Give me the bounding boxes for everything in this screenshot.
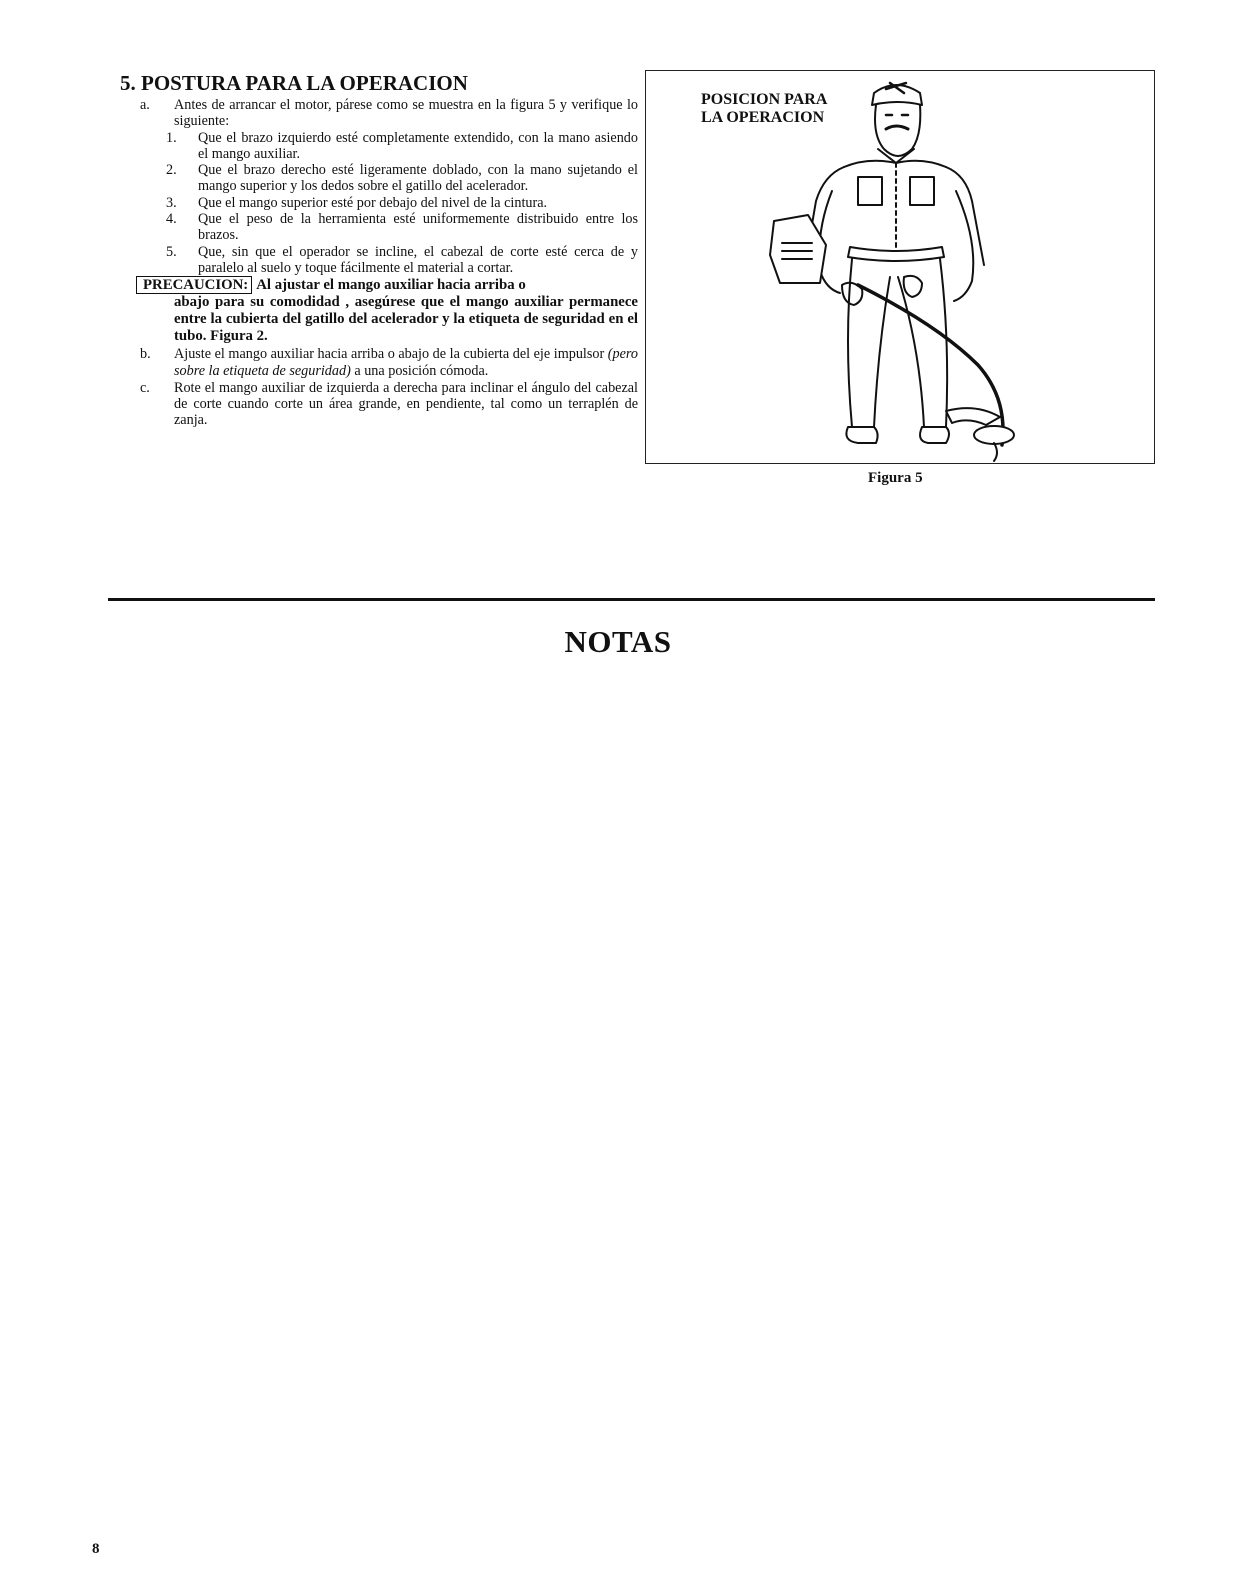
figure-5-box <box>645 70 1155 464</box>
section-title: 5. POSTURA PARA LA OPERACION <box>120 71 468 95</box>
paragraph-c <box>120 380 638 429</box>
cutting-line <box>994 443 997 461</box>
right-hand <box>904 276 922 297</box>
paragraph-b-text-after: a una posición cómoda. <box>350 362 489 379</box>
checklist-item-2 <box>166 162 638 195</box>
paragraph-a <box>120 97 638 130</box>
paragraph-b-text-italic: (pero sobre la etiqueta de seguridad) <box>174 346 638 379</box>
checklist-item-number: 4. <box>166 211 177 228</box>
cutting-head <box>974 426 1014 444</box>
figure-label-line1: POSICION PARA <box>701 91 828 108</box>
paragraph-b-text <box>174 346 638 379</box>
section-divider <box>108 598 1155 601</box>
caution-text-first: Al ajustar el mango auxiliar hacia arriba o <box>256 277 526 294</box>
operator-illustration <box>646 71 1153 462</box>
paragraph-a-marker: a. <box>140 97 150 113</box>
mustache-shape <box>886 126 908 129</box>
paragraph-b-text-before: Ajuste el mango auxiliar hacia arriba o abajo de la cubierta del eje impulsor <box>174 346 608 363</box>
checklist-item-1 <box>166 129 638 163</box>
right-shoe <box>920 427 949 443</box>
paragraph-c-marker: c. <box>140 379 150 396</box>
page-number: 8 <box>92 1541 100 1557</box>
checklist-item-text: Que, sin que el operador se incline, el cabezal de corte esté cerca de y paralelo al suelo y toque fácilmente el material a cortar. <box>198 243 638 276</box>
engine-housing <box>770 215 826 283</box>
paragraph-c-text: Rote el mango auxiliar de izquierda a derecha para inclinar el ángulo del cabezal de corte cuando corte un área grande, en pendiente, tal como un terraplén de zanja. <box>174 379 638 429</box>
right-pocket <box>910 177 934 205</box>
paragraph-b-marker: b. <box>140 346 151 363</box>
trimmer-guard <box>946 408 1000 425</box>
figure-label-line2: LA OPERACION <box>701 109 825 126</box>
right-arm <box>954 191 973 301</box>
checklist-item-3 <box>166 194 638 211</box>
caution-notice <box>120 277 638 345</box>
paragraph-a-text: Antes de arrancar el motor, párese como se muestra en la figura 5 y verifique lo siguiente: <box>174 97 638 130</box>
belt-shape <box>848 247 944 261</box>
checklist-item-text: Que el brazo derecho esté ligeramente doblado, con la mano sujetando el mango superior y los dedos sobre el gatillo del acelerador. <box>198 162 638 195</box>
notes-title: NOTAS <box>564 624 672 659</box>
checklist-item-text: Que el peso de la herramienta esté uniformemente distribuido entre los brazos. <box>198 211 638 244</box>
checklist-item-text: Que el mango superior esté por debajo del nivel de la cintura. <box>198 194 548 211</box>
figure-label <box>701 91 827 127</box>
left-pocket <box>858 177 882 205</box>
paragraph-b <box>120 346 638 379</box>
checklist-item-5 <box>166 243 638 277</box>
caution-tag: PRECAUCION: <box>136 276 252 294</box>
checklist-item-text: Que el brazo izquierdo esté completamente extendido, con la mano asiendo el mango auxiliar. <box>198 129 638 162</box>
checklist-item-4 <box>166 211 638 244</box>
checklist-item-number: 2. <box>166 162 177 179</box>
checklist-item-number: 1. <box>166 129 177 146</box>
caution-text-rest: abajo para su comodidad , asegúrese que el mango auxiliar permanece entre la cubierta del gatillo del acelerador y la etiqueta de seguridad en el tubo. Figura 2. <box>174 294 638 345</box>
checklist-item-number: 5. <box>166 243 177 260</box>
figure-caption: Figura 5 <box>868 470 923 486</box>
operating-posture-section <box>120 72 638 429</box>
left-shoe <box>846 427 877 443</box>
checklist-item-number: 3. <box>166 194 177 211</box>
